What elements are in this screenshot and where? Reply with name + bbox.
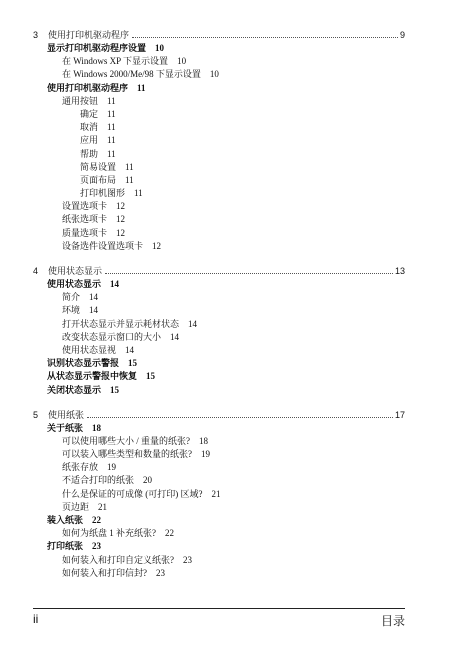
- toc-entry-page-number: 19: [107, 462, 117, 473]
- toc-entry[interactable]: [33, 488, 405, 501]
- toc-entry-title: 打开状态显示并显示耗材状态: [62, 318, 180, 329]
- toc-entry[interactable]: [33, 227, 405, 240]
- toc-entry-title: 纸张选项卡: [62, 214, 108, 225]
- toc-entry[interactable]: [33, 304, 405, 317]
- toc-entry[interactable]: [33, 474, 405, 487]
- toc-entry[interactable]: [33, 134, 405, 147]
- toc-entry-title: 应用: [80, 135, 99, 146]
- toc-entry[interactable]: [33, 370, 405, 383]
- toc-entry-title: 简易设置: [80, 161, 117, 172]
- chapter-page-number: 9: [399, 30, 405, 40]
- toc-entry-title: 装入纸张: [47, 515, 84, 525]
- chapter-number: 3: [33, 30, 39, 40]
- toc-entry[interactable]: [33, 331, 405, 344]
- toc-entry-title: 关闭状态显示: [47, 384, 102, 395]
- toc-entry[interactable]: [33, 108, 405, 121]
- toc-entry[interactable]: [33, 448, 405, 461]
- toc-chapter[interactable]: [33, 265, 405, 278]
- chapter-number: 5: [33, 409, 39, 420]
- toc-chapter[interactable]: [33, 409, 405, 422]
- toc-entry-title: 显示打印机驱动程序设置: [47, 43, 147, 53]
- toc-entry[interactable]: [33, 357, 405, 370]
- toc-entry-page-number: 11: [107, 122, 116, 133]
- toc-entry[interactable]: [33, 318, 405, 331]
- toc-entry-page-number: 15: [110, 384, 120, 395]
- toc-entry-page-number: 14: [125, 344, 135, 355]
- toc-entry[interactable]: [33, 384, 405, 397]
- toc-entry-title: 使用打印机驱动程序: [47, 82, 129, 93]
- table-of-contents: [33, 29, 405, 580]
- toc-entry-page-number: 11: [137, 82, 146, 93]
- toc-chapter[interactable]: [33, 29, 405, 42]
- toc-entry-title: 环境: [62, 305, 81, 316]
- toc-entry-page-number: 12: [116, 201, 126, 212]
- toc-entry-page-number: 18: [92, 422, 102, 433]
- toc-entry-page-number: 14: [110, 279, 120, 289]
- toc-entry-page-number: 12: [116, 227, 126, 238]
- toc-entry-page-number: 22: [165, 528, 174, 539]
- toc-entry-page-number: 11: [125, 161, 134, 172]
- footer-section-title: 目录: [380, 614, 405, 628]
- toc-entry-page-number: 12: [116, 214, 126, 225]
- toc-entry-page-number: 11: [107, 135, 116, 146]
- toc-entry[interactable]: [33, 540, 405, 553]
- toc-entry-page-number: 11: [125, 174, 134, 185]
- toc-entry[interactable]: [33, 461, 405, 474]
- toc-entry-page-number: 19: [201, 449, 210, 460]
- toc-entry-title: 取消: [80, 122, 99, 133]
- toc-entry-title: 通用按钮: [62, 95, 99, 106]
- toc-entry-title: 确定: [80, 108, 99, 119]
- footer-divider: [33, 608, 405, 609]
- toc-entry[interactable]: [33, 161, 405, 174]
- toc-entry-title: 在 Windows 2000/Me/98 下显示设置: [62, 69, 201, 80]
- toc-entry-page-number: 23: [156, 567, 165, 578]
- toc-entry[interactable]: [33, 514, 405, 527]
- toc-entry[interactable]: [33, 121, 405, 134]
- dot-leader: [132, 36, 398, 38]
- toc-entry-title: 质量选项卡: [62, 227, 108, 238]
- toc-entry-title: 打印纸张: [47, 541, 84, 552]
- toc-entry[interactable]: [33, 68, 405, 81]
- toc-entry-title: 可以使用哪些大小 / 重量的纸张?: [62, 435, 190, 446]
- toc-entry-title: 打印机图形: [80, 188, 126, 199]
- toc-entry[interactable]: [33, 95, 405, 108]
- toc-entry-page-number: 10: [155, 43, 165, 53]
- toc-entry[interactable]: [33, 213, 405, 226]
- toc-entry-title: 如何装入和打印信封?: [62, 567, 147, 578]
- toc-entry-page-number: 10: [209, 69, 219, 80]
- toc-entry-title: 简介: [62, 292, 81, 303]
- chapter-spacer: [33, 397, 405, 409]
- toc-entry-page-number: 22: [92, 515, 102, 525]
- toc-entry[interactable]: [33, 422, 405, 435]
- dot-leader: [105, 272, 393, 274]
- toc-entry-page-number: 23: [92, 541, 102, 552]
- toc-entry-page-number: 10: [177, 56, 187, 67]
- toc-entry-page-number: 14: [89, 305, 99, 316]
- toc-entry-title: 页面布局: [80, 174, 117, 185]
- toc-entry-page-number: 11: [107, 148, 116, 159]
- toc-entry[interactable]: [33, 174, 405, 187]
- toc-entry-page-number: 21: [98, 501, 108, 512]
- toc-entry[interactable]: [33, 554, 405, 567]
- toc-entry-title: 设置选项卡: [62, 201, 108, 212]
- toc-entry[interactable]: [33, 435, 405, 448]
- footer-page-number: ii: [33, 612, 39, 626]
- toc-entry-title: 纸张存放: [62, 462, 99, 473]
- toc-entry-title: 如何为纸盘 1 补充纸张?: [62, 528, 156, 539]
- toc-entry[interactable]: [33, 527, 405, 540]
- toc-entry[interactable]: [33, 344, 405, 357]
- toc-entry-title: 什么是保证的可成像 (可打印) 区域?: [62, 488, 203, 499]
- toc-entry[interactable]: [33, 240, 405, 253]
- toc-entry-page-number: 15: [146, 371, 156, 382]
- toc-entry-page-number: 11: [107, 95, 116, 106]
- chapter-title: 使用状态显示: [48, 266, 103, 276]
- chapter-number: 4: [33, 266, 39, 276]
- toc-entry[interactable]: [33, 501, 405, 514]
- toc-entry-title: 在 Windows XP 下显示设置: [62, 56, 169, 67]
- toc-entry-page-number: 14: [89, 292, 99, 303]
- toc-entry-page-number: 11: [134, 188, 143, 199]
- chapter-page-number: 17: [394, 409, 405, 420]
- toc-entry-page-number: 20: [143, 475, 153, 486]
- toc-entry-title: 不适合打印的纸张: [62, 475, 135, 486]
- toc-entry-page-number: 18: [199, 435, 208, 446]
- toc-entry-page-number: 14: [170, 331, 180, 342]
- dot-leader: [87, 416, 393, 418]
- toc-entry[interactable]: [33, 200, 405, 213]
- toc-entry-page-number: 12: [152, 240, 162, 251]
- toc-entry-title: 关于纸张: [47, 422, 84, 433]
- toc-entry[interactable]: [33, 291, 405, 304]
- chapter-title: 使用纸张: [48, 409, 85, 420]
- toc-entry-title: 使用状态显示: [47, 279, 102, 289]
- toc-entry-title: 使用状态显视: [62, 344, 117, 355]
- toc-entry-title: 页边距: [62, 501, 90, 512]
- toc-entry-title: 如何装入和打印自定义纸张?: [62, 554, 174, 565]
- chapter-spacer: [33, 253, 405, 265]
- toc-entry[interactable]: [33, 148, 405, 161]
- toc-entry-page-number: 11: [107, 108, 116, 119]
- toc-entry-title: 帮助: [80, 148, 99, 159]
- toc-entry[interactable]: [33, 55, 405, 68]
- toc-entry-page-number: 23: [183, 554, 192, 565]
- toc-entry[interactable]: [33, 567, 405, 580]
- toc-entry-title: 从状态显示警报中恢复: [47, 371, 138, 382]
- toc-entry-title: 改变状态显示窗口的大小: [62, 331, 162, 342]
- chapter-title: 使用打印机驱动程序: [48, 30, 130, 40]
- toc-entry-page-number: 15: [128, 358, 138, 369]
- toc-entry[interactable]: [33, 82, 405, 95]
- toc-entry[interactable]: [33, 187, 405, 200]
- toc-entry-title: 识别状态显示警报: [47, 358, 120, 369]
- toc-entry-title: 可以装入哪些类型和数量的纸张?: [62, 449, 192, 460]
- toc-entry[interactable]: [33, 278, 405, 291]
- chapter-page-number: 13: [394, 266, 405, 276]
- toc-entry-title: 设备选件设置选项卡: [62, 240, 144, 251]
- toc-entry-page-number: 14: [188, 318, 198, 329]
- toc-entry-page-number: 21: [211, 488, 221, 499]
- toc-entry[interactable]: [33, 42, 405, 55]
